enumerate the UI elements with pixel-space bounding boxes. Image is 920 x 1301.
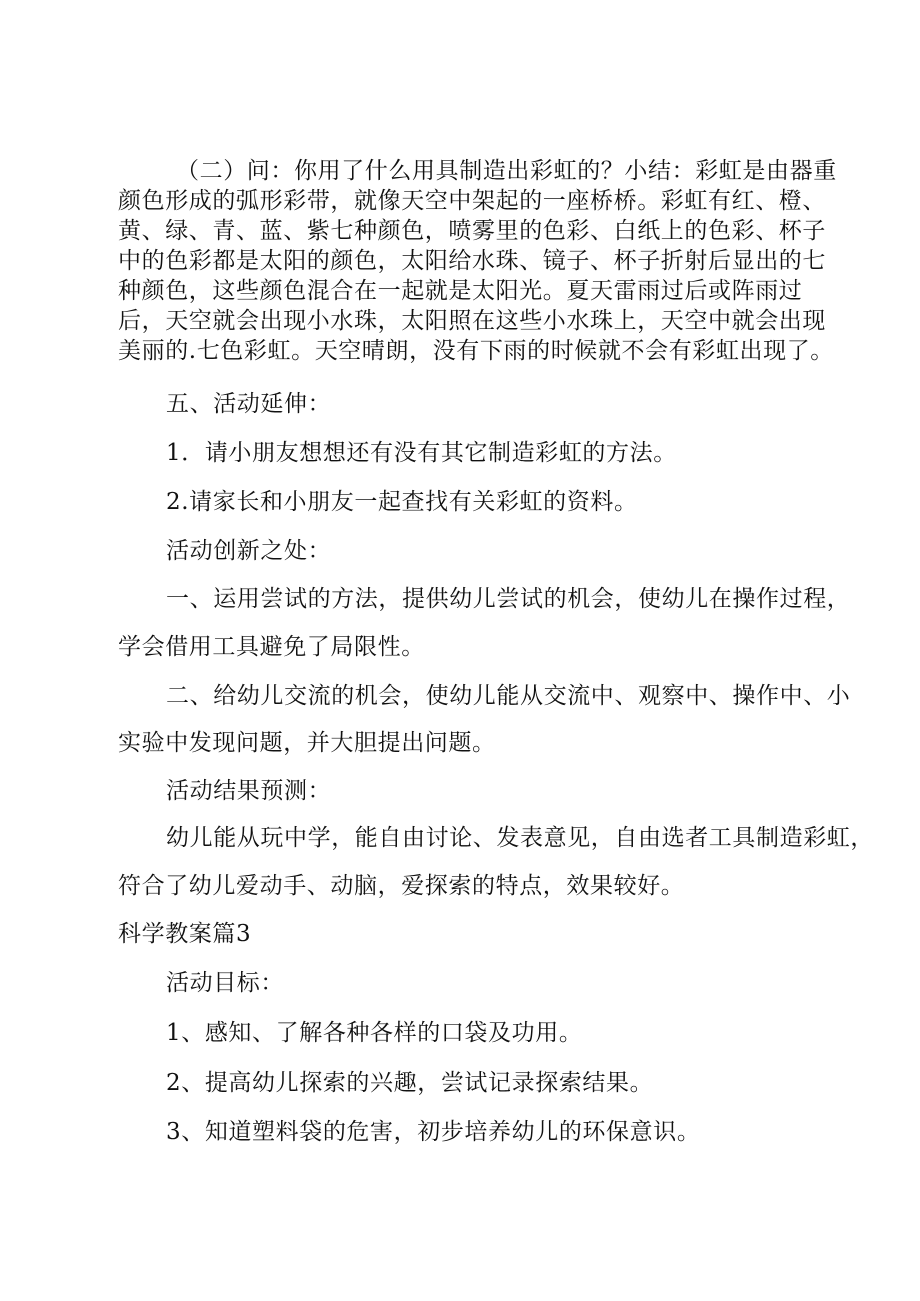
innovation-2-line-1: 二、给幼儿交流的机会，使幼儿能从交流中、观察中、操作中、小 [166,683,851,709]
heading-activity-extension: 五、活动延伸： [166,391,332,417]
goal-item-1: 1、感知、了解各种各样的口袋及功用。 [166,1020,583,1046]
section-title-science-lesson-3: 科学教案篇3 [118,921,252,947]
extension-item-1: 1．请小朋友想想还有没有其它制造彩虹的方法。 [166,440,677,466]
result-line-1: 幼儿能从玩中学，能自由讨论、发表意见，自由选者工具制造彩虹， [166,825,874,851]
heading-innovation: 活动创新之处： [166,538,332,564]
heading-result-prediction: 活动结果预测： [166,778,332,804]
innovation-2-line-2: 实验中发现问题，并大胆提出问题。 [118,730,496,756]
text-line: （二）问：你用了什么用具制造出彩虹的？小结：彩虹是由器重 [176,158,837,184]
extension-item-2: 2.请家长和小朋友一起查找有关彩虹的资料。 [166,489,638,515]
innovation-1-line-1: 一、运用尝试的方法，提供幼儿尝试的机会，使幼儿在操作过程， [166,586,851,612]
heading-activity-goals: 活动目标： [166,970,284,996]
text-line: 黄、绿、青、蓝、紫七种颜色，喷雾里的色彩、白纸上的色彩、杯子 [118,218,826,244]
text-line: 后，天空就会出现小水珠，太阳照在这些小水珠上，天空中就会出现 [118,308,826,334]
text-line: 种颜色，这些颜色混合在一起就是太阳光。夏天雷雨过后或阵雨过 [118,278,803,304]
result-line-2: 符合了幼儿爱动手、动脑，爱探索的特点，效果较好。 [118,873,685,899]
goal-item-2: 2、提高幼儿探索的兴趣，尝试记录探索结果。 [166,1070,654,1096]
goal-item-3: 3、知道塑料袋的危害，初步培养幼儿的环保意识。 [166,1119,701,1145]
text-line: 颜色形成的弧形彩带，就像天空中架起的一座桥桥。彩虹有红、橙、 [118,188,826,214]
text-line: 中的色彩都是太阳的颜色，太阳给水珠、镜子、杯子折射后显出的七 [118,248,826,274]
paragraph-rainbow-summary [118,156,837,366]
innovation-1-line-2: 学会借用工具避免了局限性。 [118,634,425,660]
text-line: 美丽的.七色彩虹。天空晴朗，没有下雨的时候就不会有彩虹出现了。 [118,338,834,364]
